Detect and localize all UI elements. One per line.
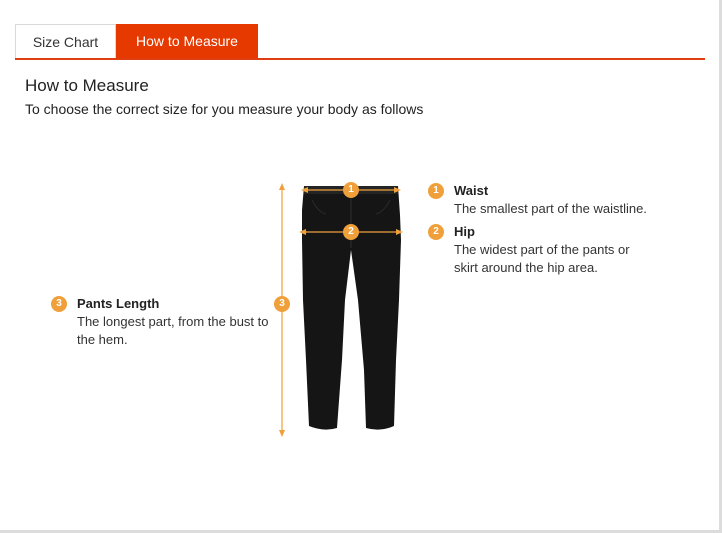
pants-image — [302, 186, 401, 430]
item-title: Waist — [454, 183, 489, 198]
item-description: The longest part, from the bust to the hem. — [77, 314, 269, 347]
item-title: Pants Length — [77, 296, 160, 311]
tab-size-chart[interactable]: Size Chart — [15, 24, 116, 58]
item-title: Hip — [454, 224, 475, 239]
item-description: The widest part of the pants or skirt around the hip area. — [454, 242, 630, 275]
section-subtitle: To choose the correct size for you measure your body as follows — [25, 101, 424, 117]
item-description: The smallest part of the waistline. — [454, 201, 647, 216]
diagram-badge-waist: 1 — [343, 182, 359, 198]
section-title: How to Measure — [25, 76, 149, 95]
number-badge: 2 — [428, 224, 444, 240]
diagram-badge-length: 3 — [274, 296, 290, 312]
diagram-badge-hip: 2 — [343, 224, 359, 240]
number-badge: 3 — [51, 296, 67, 312]
number-badge: 1 — [428, 183, 444, 199]
tab-how-to-measure[interactable]: How to Measure — [116, 24, 258, 58]
